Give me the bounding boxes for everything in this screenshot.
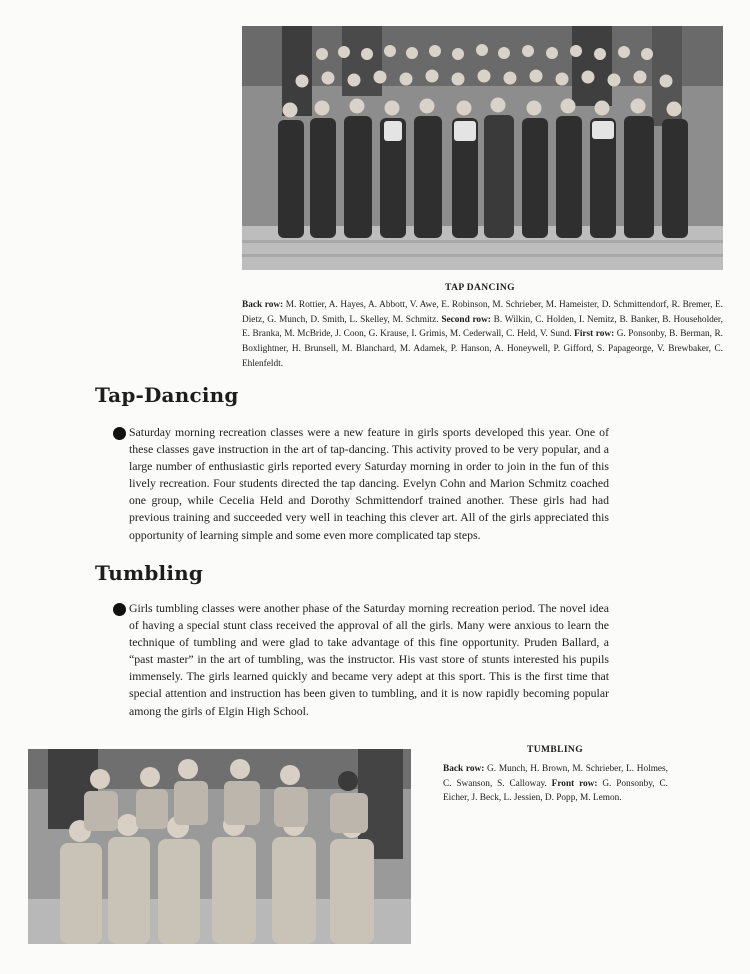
second-row-names: B. Wilkin, C. Holden, I. Nemitz, B. Banker, B. Householder, E. Branka, M. McBride, J. Coon, G. Krause, I. Grimis, M. Cederwall, C. Held, V. Sund. bbox=[242, 314, 723, 340]
tumbling-photo bbox=[28, 749, 411, 944]
tap-dancing-photo bbox=[242, 26, 723, 270]
back-row-names: G. Munch, H. Brown, M. Schrieber, L. Holmes, C. Swanson, S. Calloway. bbox=[443, 764, 668, 789]
tap-dancing-caption bbox=[242, 298, 723, 372]
first-row-names: G. Ponsonby, B. Berman, R. Boxlightner, H. Brunsell, M. Blanchard, M. Adamek, P. Hanson, A. Honeywell, P. Gifford, S. Papageorge, V. Brewbaker, C. Ehlenfeldt. bbox=[242, 329, 723, 369]
tumbling-paragraph: Girls tumbling classes were another phase of the Saturday morning recreation period. The novel idea of having a special stunt class received the approval of all the girls. Many were anxious to learn the technique of tumbling and were glad to take advantage of this fine opportunity. Pruden Ballard, a “past master” in the art of tumbling, was the instructor. His vast store of stunts interested his pupils immensely. The girls learned quickly and became very adept at this sport. This is the first time that special attention and instruction has been given to tumbling, and it is now rapidly becoming popular among the girls of Elgin High School. bbox=[129, 601, 609, 718]
back-row-label: Back row: bbox=[242, 300, 284, 310]
back-row-names: M. Rottier, A. Hayes, A. Abbott, V. Awe, E. Robinson, M. Schrieber, M. Hameister, D. Schmittendorf, R. Bremer, E. Dietz, G. Munch, D. Smith, L. Skelley, M. Schmitz. bbox=[242, 300, 723, 325]
tumbling-heading: Tumbling bbox=[95, 561, 204, 585]
tumbling-caption-title: TUMBLING bbox=[527, 745, 583, 755]
bullet-icon bbox=[113, 603, 126, 616]
bullet-icon bbox=[113, 427, 126, 440]
tap-dancing-heading: Tap-Dancing bbox=[95, 383, 239, 407]
front-row-names: G. Ponsonby, C. Eicher, J. Beck, L. Jessien, D. Popp, M. Lemon. bbox=[443, 778, 669, 804]
first-row-label: First row: bbox=[574, 329, 615, 340]
front-row-label: Front row: bbox=[551, 778, 598, 789]
tap-dancing-paragraph: Saturday morning recreation classes were a new feature in girls sports developed this year. One of these classes gave instruction in the art of tap-dancing. This activity proved to be very popular, and a large number of enthusiastic girls reported every Saturday morning in order to join in the fun of this lively recreation. Four students directed the tap dancing. Evelyn Cohn and Marion Schmitz coached one group, while Cecelia Held and Dorothy Schmittendorf trained another. These girls had had previous training and succeeded very well in teaching this clever art. All of the girls appreciated this opportunity of learning simple and some even more complicated tap steps. bbox=[129, 425, 609, 542]
back-row-label: Back row: bbox=[443, 764, 485, 774]
tumbling-caption bbox=[443, 762, 668, 806]
tap-dancing-caption-title: TAP DANCING bbox=[445, 283, 515, 293]
second-row-label: Second row: bbox=[441, 314, 491, 325]
